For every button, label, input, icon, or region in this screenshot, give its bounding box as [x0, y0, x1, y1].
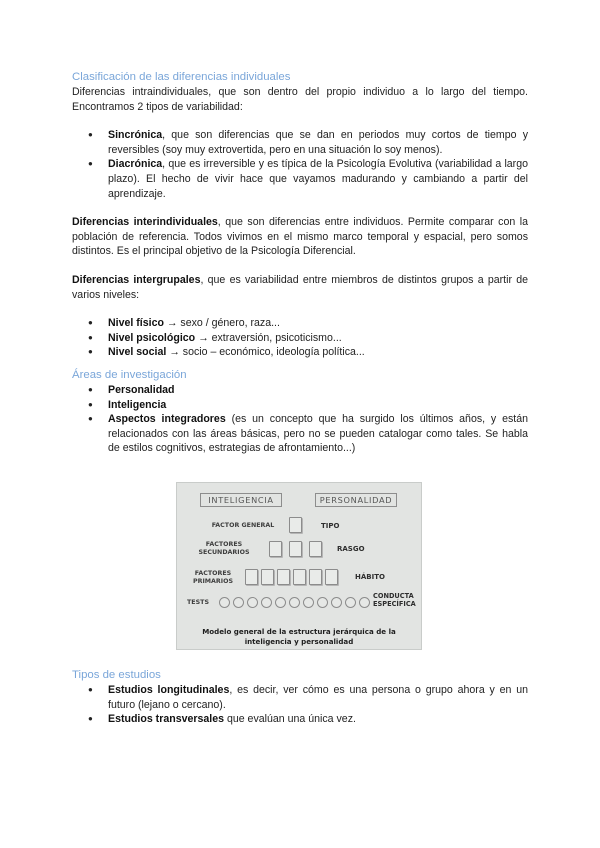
- intro-paragraph: Diferencias intraindividuales, que son dentro del propio individuo a lo largo del tiempo. Encontramos 2 tipos de variabilidad:: [72, 86, 528, 113]
- factor-box: [289, 517, 302, 533]
- figure-caption: Modelo general de la estructura jerárquica de la inteligencia y personalidad: [202, 627, 396, 646]
- factor-box: [309, 541, 322, 557]
- conducta-especifica-label: CONDUCTA ESPECÍFICA: [373, 592, 416, 608]
- factor-box: [269, 541, 282, 557]
- studies-list: [72, 683, 528, 727]
- heading-clasificacion: Clasificación de las diferencias individuales: [72, 71, 291, 83]
- levels-list: [72, 316, 528, 360]
- factor-box: [245, 569, 258, 585]
- factores-secundarios-label: FACTORES SECUNDARIOS: [198, 541, 250, 556]
- factores-primarios-label: FACTORES PRIMARIOS: [192, 570, 234, 585]
- factor-general-label: FACTOR GENERAL: [211, 522, 275, 529]
- factor-box: [289, 541, 302, 557]
- test-circle: [345, 597, 356, 608]
- factor-box: [325, 569, 338, 585]
- factor-box: [277, 569, 290, 585]
- factor-box: [293, 569, 306, 585]
- test-circle: [247, 597, 258, 608]
- factor-box: [309, 569, 322, 585]
- habito-label: HÁBITO: [355, 573, 385, 581]
- document-page-bottom: [72, 668, 528, 727]
- test-circle: [303, 597, 314, 608]
- list-item: ● Aspectos integradores (es un concepto que ha surgido los últimos años, y están relacionados con las áreas básicas, pero no se pueden catalogar como tales. Se habla de estilos cognitivos, estrategias de afrontamiento...): [72, 412, 528, 456]
- hierarchy-figure: [176, 482, 422, 650]
- list-item: ● Nivel físico → sexo / género, raza...: [72, 316, 528, 331]
- variability-list: [72, 128, 528, 201]
- areas-list: [72, 383, 528, 456]
- list-item: ● Inteligencia: [72, 398, 528, 413]
- test-circle: [331, 597, 342, 608]
- factor-box: [261, 569, 274, 585]
- tipo-label: TIPO: [321, 522, 340, 530]
- test-circle: [275, 597, 286, 608]
- list-item: ● Estudios transversales que evalúan una única vez.: [72, 712, 528, 727]
- test-circle: [289, 597, 300, 608]
- list-item: ● Personalidad: [72, 383, 528, 398]
- list-item: ● Diacrónica, que es irreversible y es típica de la Psicología Evolutiva (variabilidad a largo plazo). El hecho de vivir hace que vayamos madurando y cambiando a partir del aprendizaje.: [72, 157, 528, 201]
- document-page: [72, 70, 528, 456]
- rasgo-label: RASGO: [337, 545, 365, 553]
- test-circle: [359, 597, 370, 608]
- intergroup-paragraph: Diferencias intergrupales, que es variabilidad entre miembros de distintos grupos a partir de varios niveles:: [72, 273, 528, 301]
- list-item: ● Nivel social → socio – económico, ideología política...: [72, 345, 528, 360]
- interindividual-paragraph: Diferencias interindividuales, que son diferencias entre individuos. Permite comparar con la población de referencia. Todos vivimos en el mismo marco temporal y espacial, pero somos distintos. Es el principal objetivo de la Psicología Diferencial.: [72, 216, 528, 258]
- figure-header-intelligence: INTELIGENCIA: [200, 493, 282, 507]
- list-item: ● Sincrónica, que son diferencias que se dan en periodos muy cortos de tiempo y reversibles (soy muy extrovertida, pero en una situación lo soy menos).: [72, 128, 528, 157]
- list-item: ● Nivel psicológico → extraversión, psicoticismo...: [72, 331, 528, 346]
- list-item: ● Estudios longitudinales, es decir, ver cómo es una persona o grupo ahora y en un futuro (lejano o cercano).: [72, 683, 528, 712]
- test-circle: [219, 597, 230, 608]
- heading-tipos-estudios: Tipos de estudios: [72, 669, 161, 681]
- test-circle: [317, 597, 328, 608]
- figure-header-personality: PERSONALIDAD: [315, 493, 397, 507]
- tests-label: TESTS: [187, 599, 209, 606]
- test-circle: [261, 597, 272, 608]
- test-circle: [233, 597, 244, 608]
- heading-areas: Áreas de investigación: [72, 368, 187, 381]
